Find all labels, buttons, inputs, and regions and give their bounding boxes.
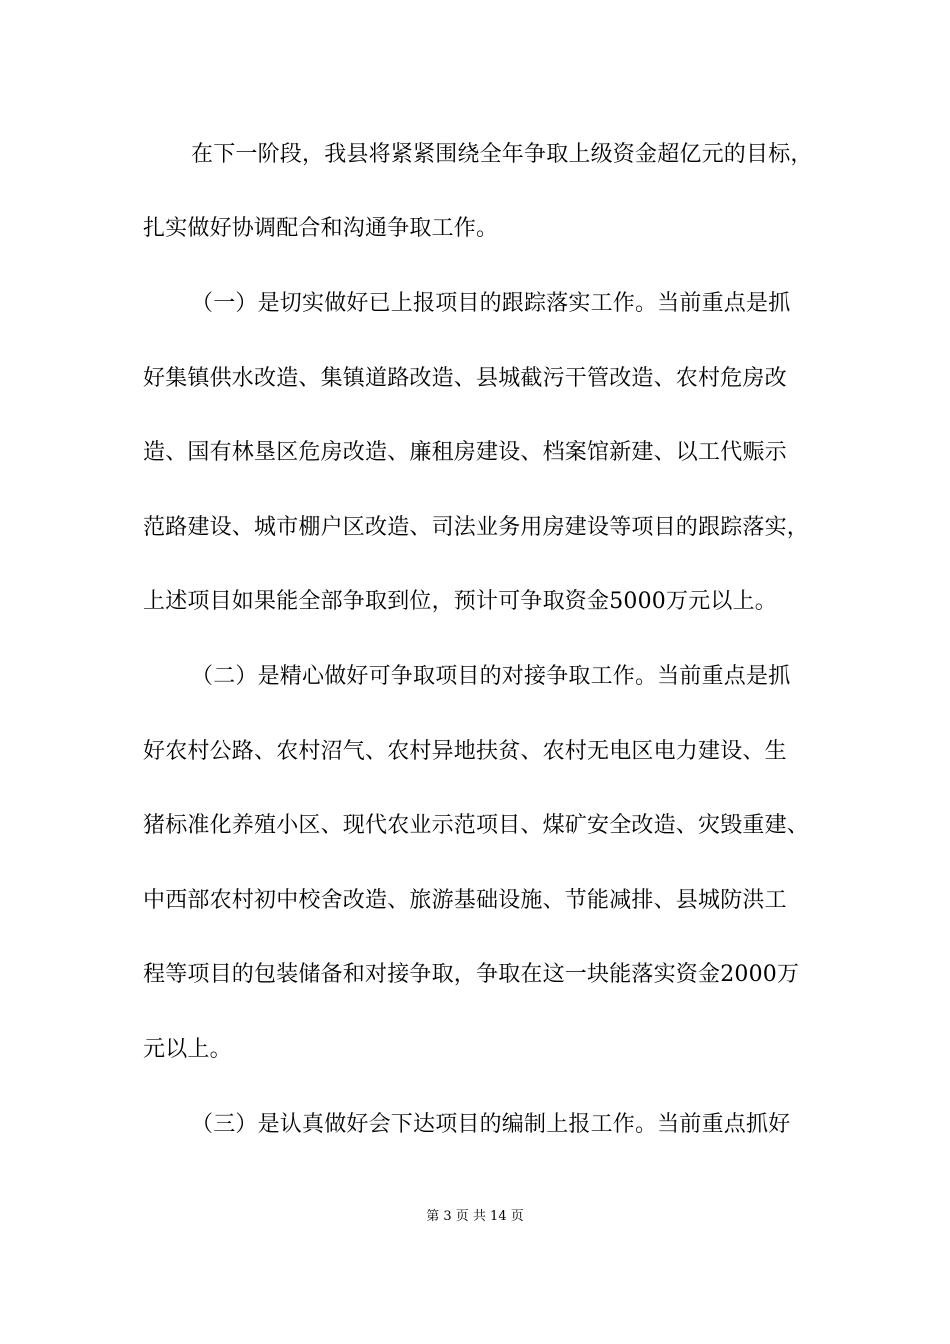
- text-line: 猪标准化养殖小区、现代农业示范项目、煤矿安全改造、灾毁重建、: [143, 813, 810, 838]
- text-line: 程等项目的包装储备和对接争取，争取在这一块能落实资金2000万: [143, 962, 800, 987]
- text-line: 元以上。: [143, 1037, 232, 1062]
- text-line: （三）是认真做好会下达项目的编制上报工作。当前重点抓好: [191, 1112, 791, 1137]
- text-line: 好集镇供水改造、集镇道路改造、县城截污干管改造、农村危房改: [143, 366, 787, 391]
- text-line: 扎实做好协调配合和沟通争取工作。: [143, 216, 499, 241]
- text-line: 在下一阶段，我县将紧紧围绕全年争取上级资金超亿元的目标，: [191, 142, 813, 167]
- text-line: 造、国有林垦区危房改造、廉租房建设、档案馆新建、以工代赈示: [143, 440, 787, 465]
- page-footer: 第 3 页 共 14 页: [426, 1209, 524, 1224]
- text-line: 范路建设、城市棚户区改造、司法业务用房建设等项目的跟踪落实，: [143, 515, 810, 540]
- text-line: 上述项目如果能全部争取到位，预计可争取资金5000万元以上。: [143, 589, 777, 614]
- text-line: 中西部农村初中校舍改造、旅游基础设施、节能减排、县城防洪工: [143, 888, 787, 913]
- text-line: （二）是精心做好可争取项目的对接争取工作。当前重点是抓: [191, 664, 791, 689]
- text-line: （一）是切实做好已上报项目的跟踪落实工作。当前重点是抓: [191, 291, 791, 316]
- text-line: 好农村公路、农村沼气、农村异地扶贫、农村无电区电力建设、生: [143, 739, 787, 764]
